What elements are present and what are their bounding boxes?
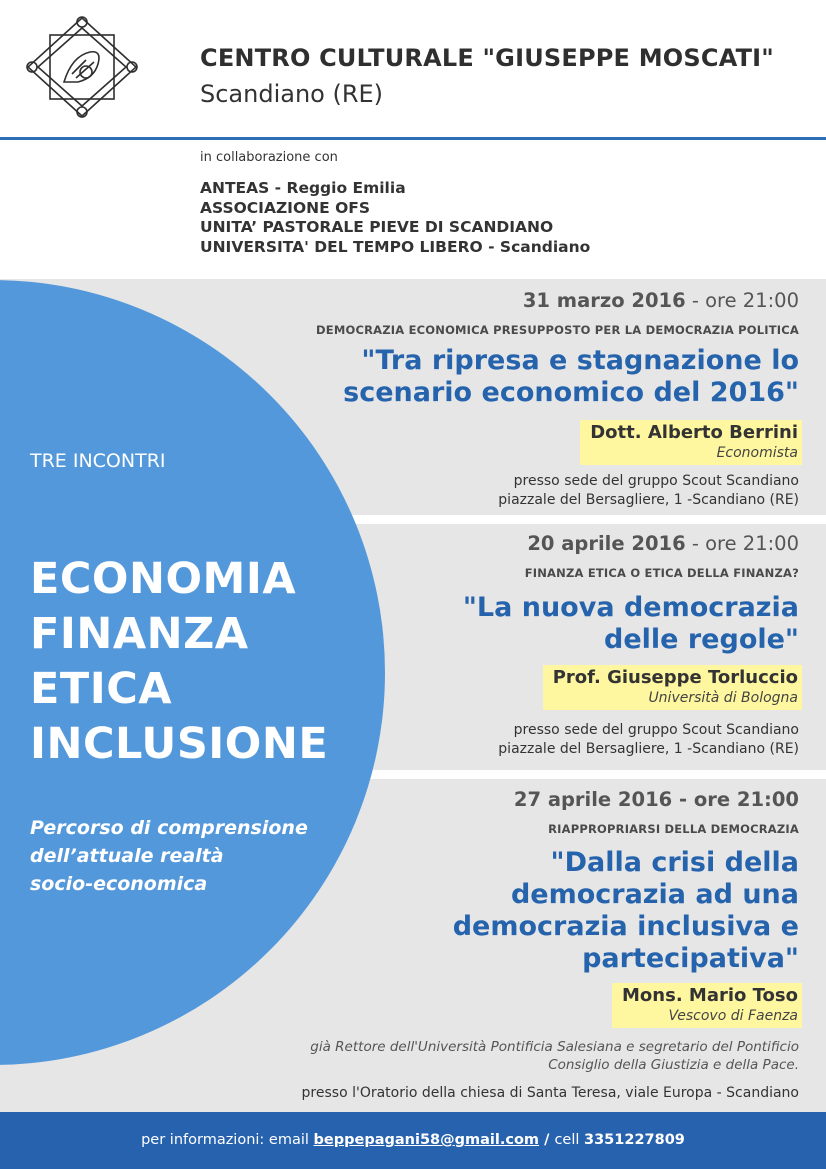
title-line: FINANZA — [30, 609, 249, 659]
org-logo — [20, 12, 145, 122]
partner-item: ASSOCIAZIONE OFS — [200, 198, 371, 217]
partner-item: UNITA’ PASTORALE PIEVE DI SCANDIANO — [200, 218, 554, 236]
org-city: Scandiano (RE) — [200, 80, 384, 108]
event-1-speaker — [580, 420, 802, 465]
event-2-topic: FINANZA ETICA O ETICA DELLA FINANZA? — [524, 566, 799, 580]
venue-line: piazzale del Bersagliere, 1 -Scandiano (RE) — [498, 741, 799, 757]
speaker-name: Prof. Giuseppe Torluccio — [552, 667, 798, 688]
event-2-venue — [498, 721, 799, 759]
speaker-role: Vescovo di Faenza — [668, 1008, 798, 1024]
title-line: ETICA — [30, 664, 173, 714]
org-name: CENTRO CULTURALE "GIUSEPPE MOSCATI" — [200, 44, 775, 72]
partner-item: UNIVERSITA' DEL TEMPO LIBERO - Scandiano — [200, 237, 591, 256]
footer-contact — [0, 1132, 826, 1148]
event-1-date: 31 marzo 2016 — [522, 289, 686, 312]
note-line: già Rettore dell'Università Pontificia Salesiana e segretario del Pontificio — [310, 1039, 799, 1055]
subtitle-line: socio-economica — [30, 873, 208, 895]
event-3-topic: RIAPPROPRIARSI DELLA DEMOCRAZIA — [548, 822, 799, 836]
collaboration-intro: in collaborazione con — [200, 150, 338, 165]
event-2-time: - ore 21:00 — [685, 532, 799, 555]
venue-line: presso l'Oratorio della chiesa di Santa Teresa, viale Europa - Scandiano — [301, 1085, 799, 1101]
event-2-datetime — [527, 532, 799, 555]
event-3-venue — [302, 1084, 799, 1103]
footer-email-link[interactable]: beppepagani58@gmail.com — [313, 1132, 540, 1148]
footer-cell: 3351227809 — [584, 1132, 685, 1148]
event-1-topic: DEMOCRAZIA ECONOMICA PRESUPPOSTO PER LA DEMOCRAZIA POLITICA — [316, 323, 799, 337]
event-3-talk-title — [453, 847, 799, 975]
subtitle-line: Percorso di comprensione — [30, 817, 308, 839]
event-3-datetime — [514, 788, 799, 811]
talk-line: delle regole" — [604, 624, 799, 655]
partner-item: ANTEAS - Reggio Emilia — [200, 179, 406, 197]
series-label: TRE INCONTRI — [30, 450, 166, 472]
event-2-talk-title — [463, 592, 799, 656]
speaker-role: Università di Bologna — [648, 690, 798, 706]
footer-label: per informazioni: email — [141, 1132, 314, 1148]
event-2-date: 20 aprile 2016 — [527, 532, 686, 555]
talk-line: scenario economico del 2016" — [343, 377, 799, 408]
venue-line: piazzale del Bersagliere, 1 -Scandiano (RE) — [498, 492, 799, 508]
subtitle-line: dell’attuale realtà — [30, 845, 224, 867]
event-3-date: 27 aprile 2016 — [513, 788, 673, 811]
talk-line: "Tra ripresa e stagnazione lo — [361, 345, 799, 376]
main-title — [30, 552, 328, 772]
talk-line: democrazia ad una — [510, 879, 799, 910]
venue-line: presso sede del gruppo Scout Scandiano — [513, 722, 799, 738]
title-line: INCLUSIONE — [30, 719, 329, 769]
event-1-venue — [498, 472, 799, 510]
event-2-speaker — [543, 665, 802, 710]
event-1-datetime — [523, 289, 799, 312]
speaker-name: Dott. Alberto Berrini — [590, 422, 798, 443]
venue-line: presso sede del gruppo Scout Scandiano — [513, 473, 799, 489]
event-3-time: - ore 21:00 — [672, 788, 799, 811]
title-line: ECONOMIA — [30, 554, 297, 604]
event-3-speaker — [612, 983, 802, 1028]
header-divider — [0, 137, 826, 140]
partner-list — [200, 179, 590, 257]
footer-separator: / — [539, 1132, 555, 1148]
event-3-speaker-note — [310, 1038, 799, 1074]
talk-line: partecipativa" — [582, 943, 799, 974]
footer-cell-label: cell — [554, 1132, 584, 1148]
event-1-time: - ore 21:00 — [685, 289, 799, 312]
event-1-talk-title — [343, 345, 799, 409]
subtitle — [30, 814, 308, 898]
talk-line: democrazia inclusiva e — [452, 911, 799, 942]
speaker-name: Mons. Mario Toso — [622, 985, 798, 1006]
speaker-role: Economista — [716, 445, 798, 461]
talk-line: "Dalla crisi della — [550, 847, 799, 878]
talk-line: "La nuova democrazia — [462, 592, 799, 623]
note-line: Consiglio della Giustizia e della Pace. — [548, 1057, 799, 1073]
